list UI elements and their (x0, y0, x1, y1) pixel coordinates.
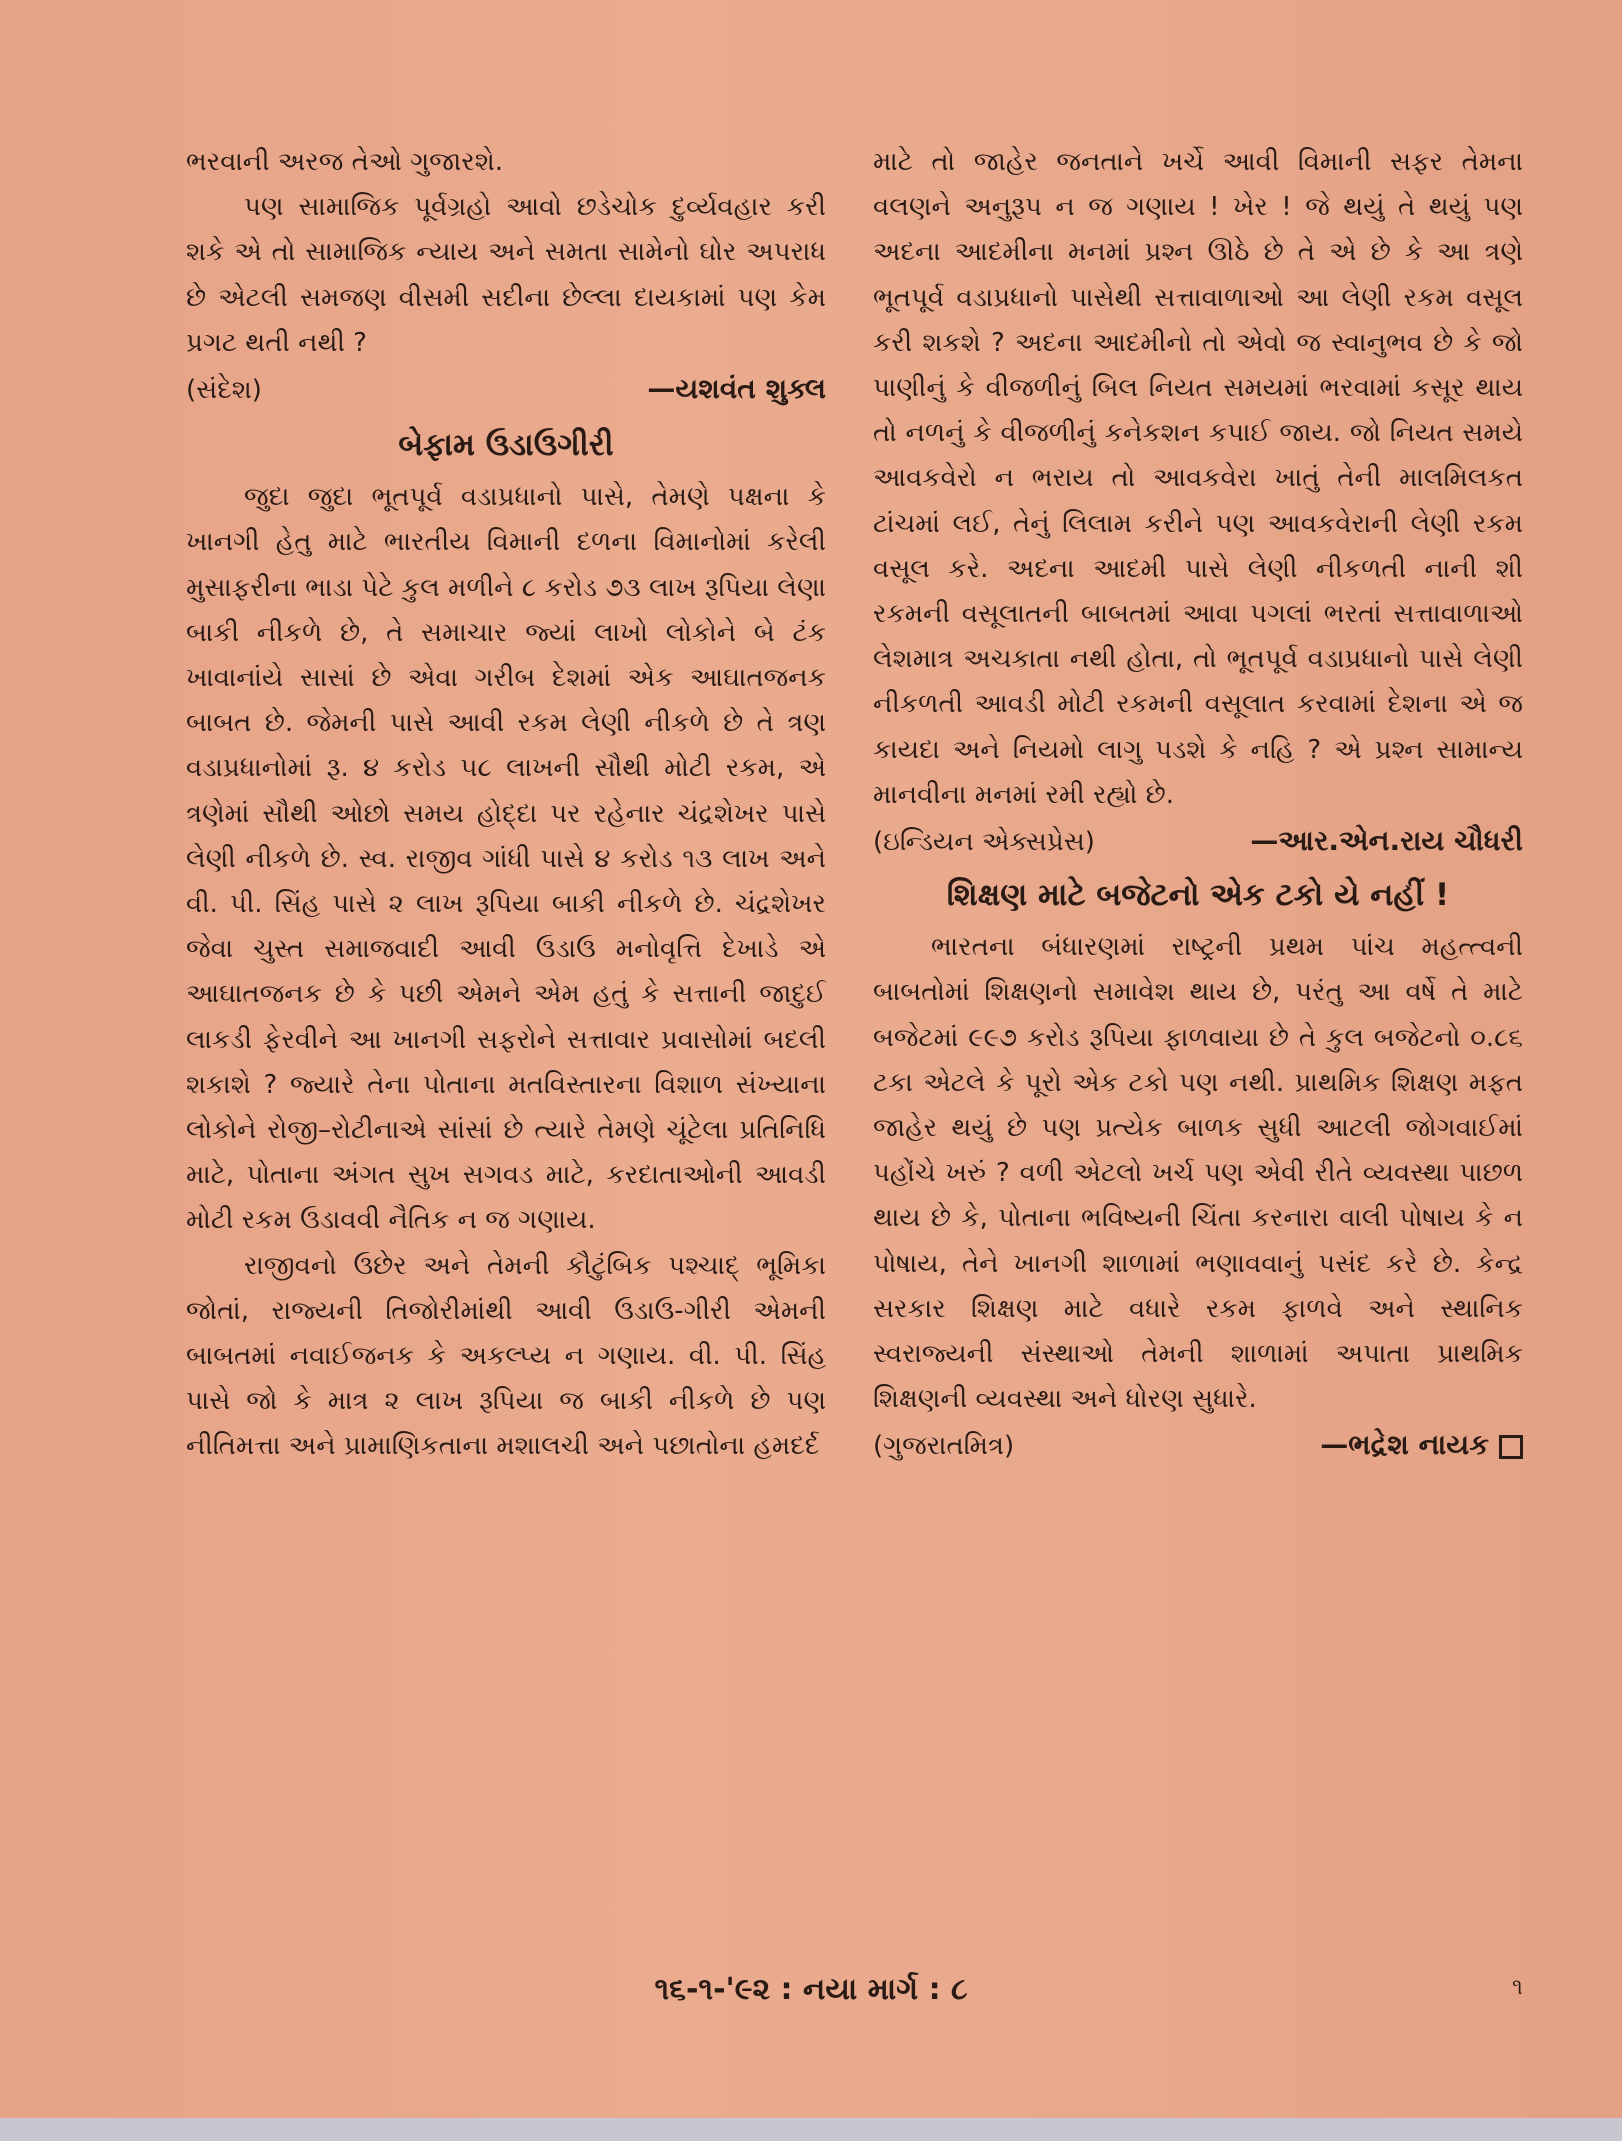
corner-mark: ૧ (1512, 1975, 1523, 2000)
paragraph: પણ સામાજિક પૂર્વગ્રહો આવો છડેચોક દુર્વ્યવહાર કરી શકે એ તો સામાજિક ન્યાય અને સમતા સામેનો ઘોર અપરાધ છે એટલી સમજણ વીસમી સદીના છેલ્લા દાયકામાં પણ કેમ પ્રગટ થતી નથી ? (186, 192, 826, 358)
author-name: —ભદ્રેશ નાયક (1320, 1428, 1489, 1462)
article-heading: બેફામ ઉડાઉગીરી (398, 427, 614, 464)
byline (873, 1422, 1523, 1469)
source-label: (ગુજરાતમિત્ર) (873, 1431, 1015, 1462)
paragraph-continuation: માટે તો જાહેર જનતાને ખર્ચે આવી વિમાની સફર તેમના વલણને અનુરૂપ ન જ ગણાય ! ખેર ! જે થયું તે થયું પણ અદના આદમીના મનમાં પ્રશ્ન ઊઠે છે તે એ છે કે આ ત્રણે ભૂતપૂર્વ વડાપ્રધાનો પાસેથી સત્તાવાળાઓ આ લેણી રકમ વસૂલ કરી શકશે ? અદના આદમીનો તો એવો જ સ્વાનુભવ છે કે જો પાણીનું કે વીજળીનું બિલ નિયત સમયમાં ભરવામાં કસૂર થાય તો નળનું કે વીજળીનું કનેકશન કપાઈ જાય. જો નિયત સમયે આવકવેરો ન ભરાય તો આવકવેરા ખાતું તેની માલમિલકત ટાંચમાં લઈ, તેનું લિલામ કરીને પણ આવકવેરાની લેણી રકમ વસૂલ કરે. અદના આદમી પાસે લેણી નીકળતી નાની શી રકમની વસૂલાતની બાબતમાં આવા પગલાં ભરતાં સત્તાવાળાઓ લેશમાત્ર અચકાતા નથી હોતા, તો ભૂતપૂર્વ વડાપ્રધાનો પાસે લેણી નીકળતી આવડી મોટી રકમની વસૂલાત કરવામાં દેશના એ જ કાયદા અને નિયમો લાગુ પડશે કે નહિ ? એ પ્રશ્ન સામાન્ય માનવીના મનમાં રમી રહ્યો છે. (873, 147, 1523, 810)
page-footer: ૧૬-૧-'૯૨ : નયા માર્ગ : ૮ (654, 1972, 968, 2007)
paragraph: ભારતના બંધારણમાં રાષ્ટ્રની પ્રથમ પાંચ મહત્ત્વની બાબતોમાં શિક્ષણનો સમાવેશ થાય છે, પરંતુ આ વર્ષે તે માટે બજેટમાં ૯૯૭ કરોડ રૂપિયા ફાળવાયા છે તે કુલ બજેટનો ૦.૮૬ ટકા એટલે કે પૂરો એક ટકો પણ નથી. પ્રાથમિક શિક્ષણ મફત જાહેર થયું છે પણ પ્રત્યેક બાળક સુધી આટલી જોગવાઈમાં પહોંચે ખરું ? વળી એટલો ખર્ચ પણ એવી રીતે વ્યવસ્થા પાછળ થાય છે કે, પોતાના ભવિષ્યની ચિંતા કરનારા વાલી પોષાય કે ન પોષાય, તેને ખાનગી શાળામાં ભણાવવાનું પસંદ કરે છે. કેન્દ્ર સરકાર શિક્ષણ માટે વધારે રકમ ફાળવે અને સ્થાનિક સ્વરાજ્યની સંસ્થાઓ તેમની શાળામાં અપાતા પ્રાથમિક શિક્ષણની વ્યવસ્થા અને ધોરણ સુધારે. (873, 932, 1523, 1415)
paragraph: જુદા જુદા ભૂતપૂર્વ વડાપ્રધાનો પાસે, તેમણે પક્ષના કે ખાનગી હેતુ માટે ભારતીય વિમાની દળના વિમાનોમાં કરેલી મુસાફરીના ભાડા પેટે કુલ મળીને ૮ કરોડ ૭૩ લાખ રૂપિયા લેણા બાકી નીકળે છે, તે સમાચાર જ્યાં લાખો લોકોને બે ટંક ખાવાનાંયે સાસાં છે એવા ગરીબ દેશમાં એક આઘાતજનક બાબત છે. જેમની પાસે આવી રકમ લેણી નીકળે છે તે ત્રણ વડાપ્રધાનોમાં રૂ. ૪ કરોડ ૫૮ લાખની સૌથી મોટી રકમ, એ ત્રણેમાં સૌથી ઓછો સમય હોદ્દા પર રહેનાર ચંદ્રશેખર પાસે લેણી નીકળે છે. સ્વ. રાજીવ ગાંધી પાસે ૪ કરોડ ૧૩ લાખ અને વી. પી. સિંહ પાસે ૨ લાખ રૂપિયા બાકી નીકળે છે. ચંદ્રશેખર જેવા ચુસ્ત સમાજવાદી આવી ઉડાઉ મનોવૃત્તિ દેખાડે એ આઘાતજનક છે કે પછી એમને એમ હતું કે સત્તાની જાદુઈ લાકડી ફેરવીને આ ખાનગી સફરોને સત્તાવાર પ્રવાસોમાં બદલી શકાશે ? જ્યારે તેના પોતાના મતવિસ્તારના વિશાળ સંખ્યાના લોકોને રોજી–રોટીનાએ સાંસાં છે ત્યારે તેમણે ચૂંટેલા પ્રતિનિધિ માટે, પોતાના અંગત સુખ સગવડ માટે, કરદાતાઓની આવડી મોટી રકમ ઉડાવવી નૈતિક ન જ ગણાય. (186, 482, 826, 1236)
author-block (1320, 1422, 1523, 1469)
right-column (873, 140, 1523, 1470)
paragraph: રાજીવનો ઉછેર અને તેમની કૌટુંબિક પશ્ચાદ્ ભૂમિકા જોતાં, રાજ્યની તિજોરીમાંથી આવી ઉડાઉ-ગીરી એમની બાબતમાં નવાઈજનક કે અકલ્પ્ય ન ગણાય. વી. પી. સિંહ પાસે જો કે માત્ર ૨ લાખ રૂપિયા જ બાકી નીકળે છે પણ નીતિમત્તા અને પ્રામાણિકતાના મશાલચી અને પછાતોના હમદર્દ (186, 1250, 826, 1462)
source-label: (સંદેશ) (186, 375, 262, 406)
author-name: —યશવંત શુક્લ (647, 372, 826, 406)
paragraph-continuation: ભરવાની અરજ તેઓ ગુજારશે. (186, 147, 504, 177)
scan-edge (0, 2118, 1622, 2141)
byline (186, 366, 826, 413)
byline (873, 818, 1523, 865)
end-mark-icon (1499, 1435, 1523, 1459)
article-heading: શિક્ષણ માટે બજેટનો એક ટકો યે નહીં ! (946, 877, 1450, 914)
source-label: (ઇન્ડિયન એક્સપ્રેસ) (873, 827, 1095, 858)
author-name: —આર.એન.રાય ચૌધરી (1250, 824, 1523, 858)
left-column (186, 140, 826, 1470)
